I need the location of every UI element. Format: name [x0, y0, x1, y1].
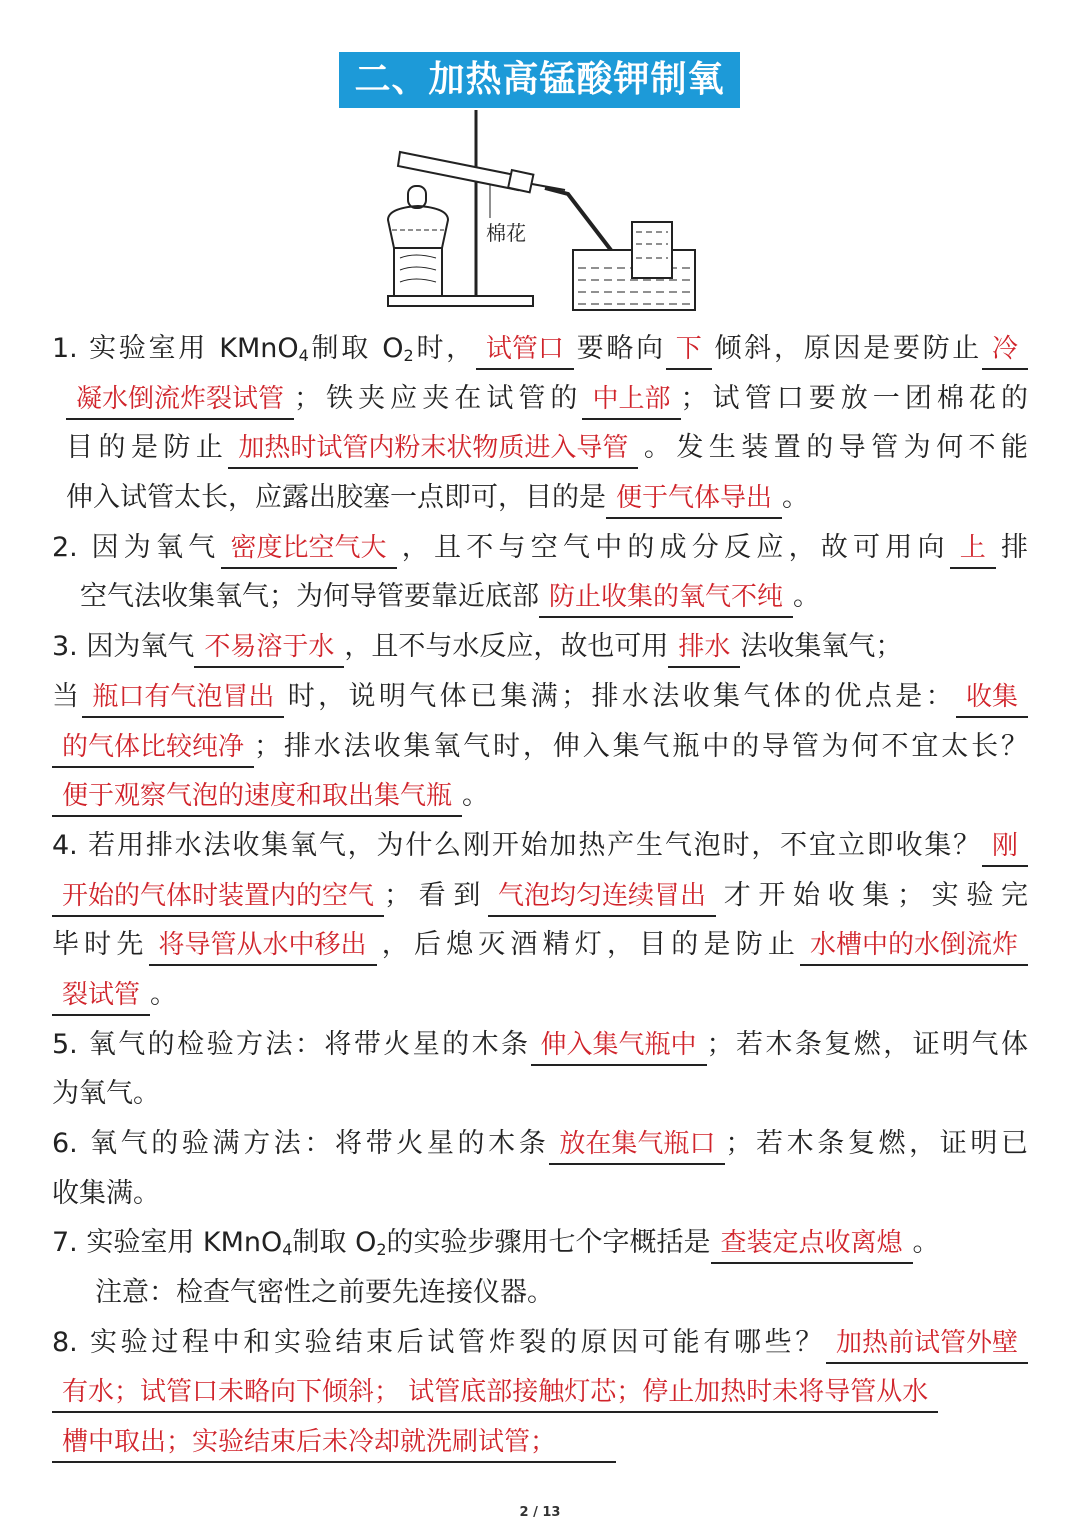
text-line: [0, 871, 1080, 921]
answer-blank: 查装定点收离熄: [711, 1224, 913, 1264]
question-text: 。发生装置的导管为何不能: [638, 432, 1029, 464]
answer-blank: 有水；试管口未略向下倾斜； 试管底部接触灯芯；停止加热时未将导管从水: [52, 1373, 938, 1413]
text-line: [0, 473, 1080, 523]
answer-blank: 排水: [668, 628, 740, 668]
question-text: ；试管口要放一团棉花的: [680, 382, 1029, 414]
question-text: 注意：检查气密性之前要先连接仪器。: [95, 1277, 554, 1309]
stand-base: [388, 296, 533, 306]
question-text: 的实验步骤用七个字概括是: [386, 1227, 711, 1259]
question-text: 制取 O: [292, 1227, 377, 1259]
text-line: [0, 324, 1080, 374]
answer-blank: 冷: [982, 330, 1028, 370]
cotton-label: 棉花: [486, 221, 526, 245]
question-text: 7. 实验室用 KMnO: [52, 1227, 283, 1259]
answer-blank: 裂试管: [52, 976, 150, 1016]
alcohol-lamp: [388, 206, 448, 248]
answer-blank: 伸入集气瓶中: [531, 1026, 707, 1066]
text-line: [0, 1069, 1080, 1119]
gas-bottle: [632, 222, 672, 278]
answer-blank: 便于气体导出: [606, 479, 782, 519]
answer-blank: 便于观察气泡的速度和取出集气瓶: [52, 777, 462, 817]
answer-blank: 水槽中的水倒流炸: [800, 926, 1028, 966]
text-line: [0, 672, 1080, 722]
answer-blank: 中上部: [582, 380, 680, 420]
question-text: 法收集氧气；: [740, 631, 903, 663]
text-line: [0, 1169, 1080, 1219]
answer-blank: 下: [666, 330, 712, 370]
question-text: 要略向: [573, 333, 666, 364]
text-line: [0, 920, 1080, 970]
subscript: 2: [403, 346, 414, 365]
text-line: [0, 722, 1080, 772]
answer-blank: 刚: [982, 827, 1028, 867]
test-tube: [398, 152, 520, 190]
question-text: 伸入试管太长，应露出胶塞一点即可，目的是: [66, 482, 606, 514]
question-text: 8. 实验过程中和实验结束后试管炸裂的原因可能有哪些？: [52, 1326, 826, 1358]
answer-blank: 开始的气体时装置内的空气: [52, 877, 384, 917]
question-text: 6. 氧气的验满方法：将带火星的木条: [52, 1128, 550, 1159]
question-text: ；看到: [384, 879, 489, 911]
text-line: [0, 1119, 1080, 1169]
section-title: 二、加热高锰酸钾制氧气: [339, 52, 740, 108]
answer-blank: 气泡均匀连续冒出: [488, 877, 716, 917]
answer-blank: 加热前试管外壁: [826, 1324, 1028, 1364]
question-text: 目的是防止: [66, 432, 229, 464]
question-text: ，且不与水反应，故也可用: [344, 631, 669, 663]
text-line: [0, 821, 1080, 871]
question-text: ；若木条复燃，证明气体: [706, 1028, 1029, 1060]
answer-blank: 的气体比较纯净: [52, 728, 254, 768]
answer-blank: 密度比空气大: [221, 529, 397, 569]
text-line: [0, 771, 1080, 821]
text-line: [0, 1318, 1080, 1368]
text-line: [0, 1367, 1080, 1417]
question-text: 5. 氧气的检验方法：将带火星的木条: [52, 1028, 531, 1060]
question-text: ；若木条复燃，证明已: [725, 1128, 1029, 1159]
question-text: ；排水法收集氧气时，伸入集气瓶中的导管为何不宜太长？: [254, 730, 1028, 762]
answer-blank: 不易溶于水: [194, 628, 344, 668]
answer-blank: 将导管从水中移出: [149, 926, 377, 966]
question-text: 。: [782, 482, 810, 514]
answer-blank: 加热时试管内粉末状物质进入导管: [228, 429, 638, 469]
answer-blank: 防止收集的氧气不纯: [539, 578, 793, 618]
answer-blank: 槽中取出；实验结束后未冷却就洗刷试管；: [52, 1423, 616, 1463]
question-text: 1. 实验室用 KMnO: [52, 333, 299, 364]
question-list: [0, 324, 1080, 1467]
question-text: 倾斜，原因是要防止: [711, 333, 983, 364]
text-line: [0, 1268, 1080, 1318]
subscript: 4: [282, 1240, 293, 1260]
text-line: [0, 572, 1080, 622]
answer-blank: 试管口: [476, 330, 574, 370]
question-text: 时，: [413, 333, 476, 364]
text-line: [0, 523, 1080, 573]
question-text: 。: [912, 1227, 940, 1259]
question-text: 4. 若用排水法收集氧气，为什么刚开始加热产生气泡时，不宜立即收集？: [52, 829, 982, 861]
question-text: ；铁夹应夹在试管的: [294, 382, 583, 414]
question-text: 当: [52, 680, 83, 712]
question-text: ，且不与空气中的成分反应，故可用向: [396, 531, 950, 563]
text-line: [0, 970, 1080, 1020]
question-text: 时，说明气体已集满；排水法收集气体的优点是：: [284, 680, 956, 712]
text-line: [0, 1417, 1080, 1467]
question-text: 制取 O: [308, 333, 404, 364]
question-text: ，后熄灭酒精灯，目的是防止: [376, 929, 800, 961]
question-text: 排: [995, 531, 1028, 563]
text-line: [0, 423, 1080, 473]
answer-blank: 上: [950, 529, 996, 569]
apparatus-diagram: [370, 108, 730, 313]
answer-blank: 收集: [956, 678, 1028, 718]
text-line: [0, 1218, 1080, 1268]
question-text: 2. 因为氧气: [52, 531, 221, 563]
question-text: 为氧气。: [52, 1078, 160, 1110]
question-text: 空气法收集氧气；为何导管要靠近底部: [80, 581, 539, 613]
text-line: [0, 622, 1080, 672]
flame: [408, 186, 426, 208]
question-text: 。: [793, 581, 821, 613]
answer-blank: 瓶口有气泡冒出: [82, 678, 284, 718]
text-line: [0, 1020, 1080, 1070]
question-text: 。: [150, 978, 178, 1010]
question-text: 才开始收集；实验完: [716, 879, 1029, 911]
question-text: 3. 因为氧气: [52, 631, 195, 663]
question-text: 。: [462, 780, 490, 812]
answer-blank: 放在集气瓶口: [549, 1125, 725, 1165]
subscript: 2: [376, 1240, 387, 1260]
text-line: [0, 374, 1080, 424]
question-text: 收集满。: [52, 1177, 160, 1209]
page-number: 2 / 13: [519, 1505, 561, 1520]
subscript: 4: [298, 346, 309, 365]
question-text: 毕时先: [52, 929, 149, 961]
answer-blank: 凝水倒流炸裂试管: [66, 380, 294, 420]
